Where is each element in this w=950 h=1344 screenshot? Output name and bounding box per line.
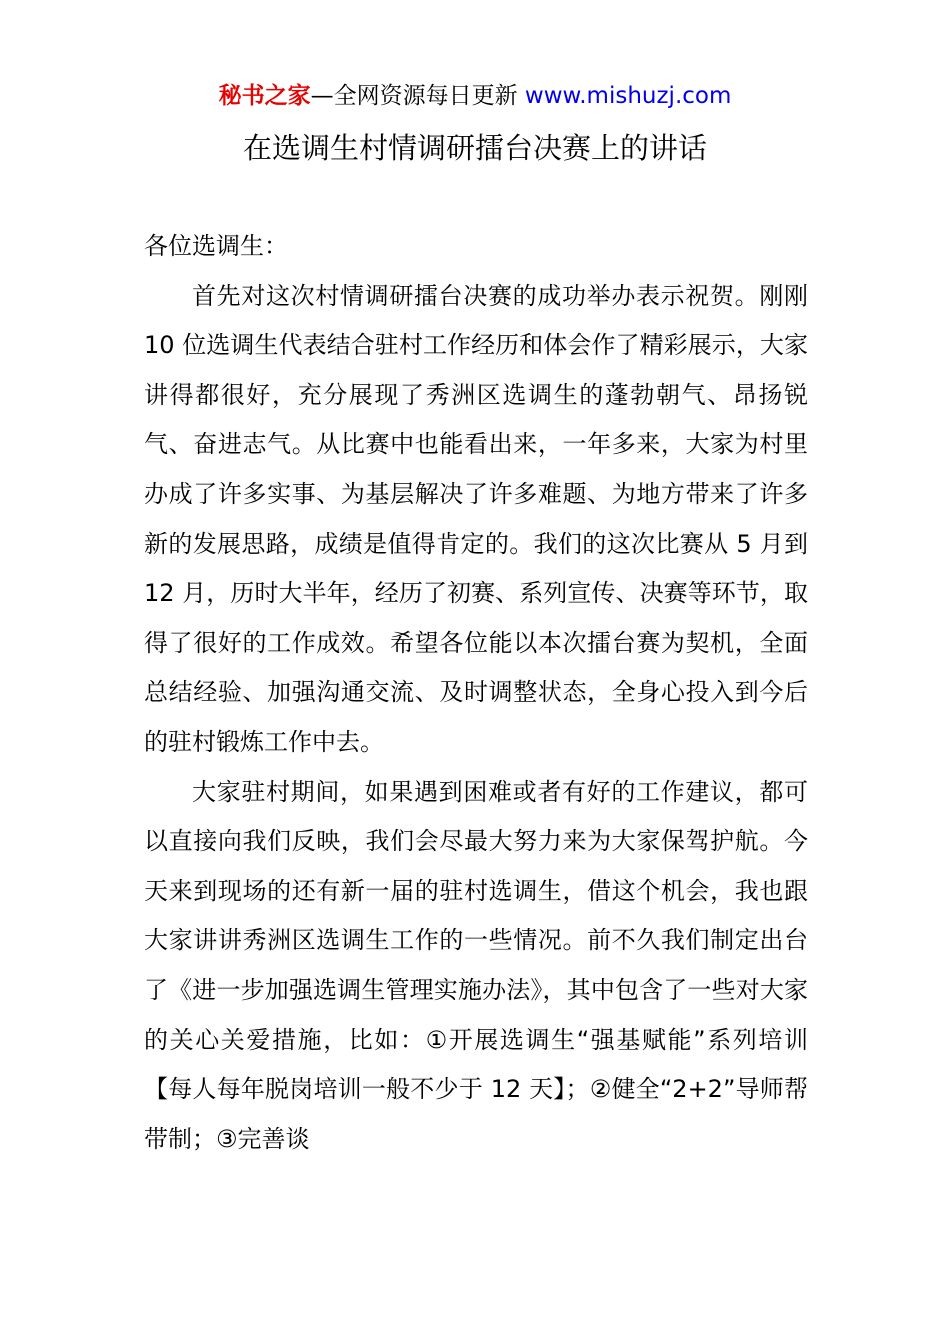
site-brand: 秘书之家 xyxy=(218,83,311,109)
paragraph-2: 大家驻村期间，如果遇到困难或者有好的工作建议，都可以直接向我们反映，我们会尽最大努力来为大家保驾护航。今天来到现场的还有新一届的驻村选调生，借这个机会，我也跟大家讲讲秀洲区选调生工作的一些情况。前不久我们制定出台了《进一步加强选调生管理实施办法》，其中包含了一些对大家的关心关爱措施，比如：①开展选调生“强基赋能”系列培训【每人每年脱岗培训一般不少于 12 天】；②健全“2+2”导师帮带制；③完善谈 xyxy=(144,777,808,1153)
site-url-link[interactable]: www.mishuzj.com xyxy=(524,83,732,109)
paragraph-1: 首先对这次村情调研擂台决赛的成功举办表示祝贺。刚刚 10 位选调生代表结合驻村工作经历和体会作了精彩展示，大家讲得都很好，充分展现了秀洲区选调生的蓬勃朝气、昂扬锐气、奋进志气。从比赛中也能看出来，一年多来，大家为村里办成了许多实事、为基层解决了许多难题、为地方带来了许多新的发展思路，成绩是值得肯定的。我们的这次比赛从 5 月到 12 月，历时大半年，经历了初赛、系列宣传、决赛等环节，取得了很好的工作成效。希望各位能以本次擂台赛为契机，全面总结经验、加强沟通交流、及时调整状态，全身心投入到今后的驻村锻炼工作中去。 xyxy=(144,281,808,756)
site-tagline: —全网资源每日更新 xyxy=(310,83,518,109)
site-header xyxy=(0,80,950,112)
document-title: 在选调生村情调研擂台决赛上的讲话 xyxy=(242,131,707,165)
salutation: 各位选调生： xyxy=(144,232,288,260)
document-body xyxy=(144,222,808,1164)
